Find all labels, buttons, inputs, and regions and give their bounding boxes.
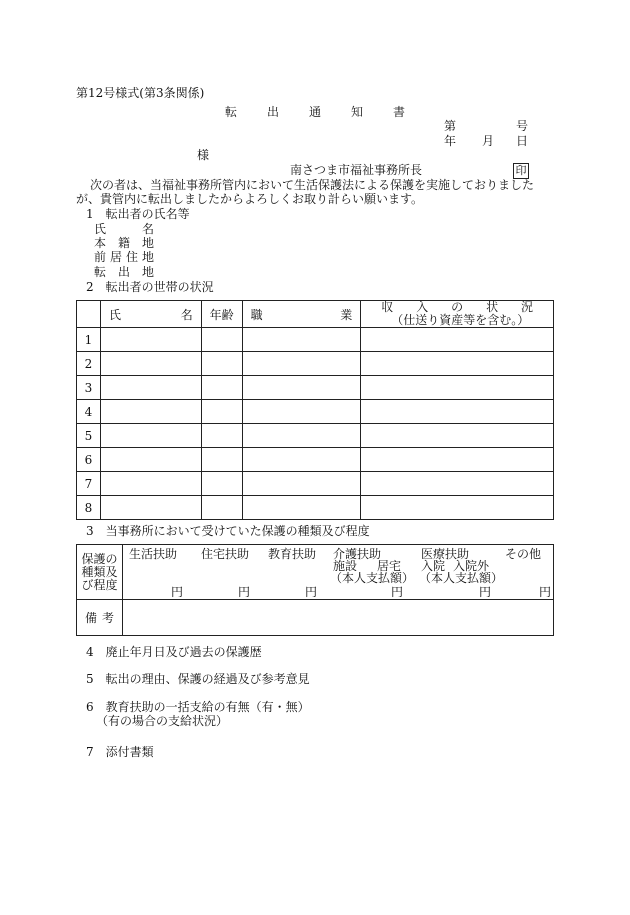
medical-label: 医療扶助 [420,547,469,561]
label-line: び程度 [81,577,118,592]
table-row [77,472,554,496]
job-cell[interactable] [242,400,361,424]
income-cell[interactable] [361,400,554,424]
name-cell[interactable] [100,376,201,400]
field-destination-label [94,265,154,279]
education-label: 教育扶助 [267,547,316,561]
date-month: 月 [482,134,495,148]
header-char: の [451,300,464,314]
income-cell[interactable] [361,448,554,472]
header-char: 収 [381,300,394,314]
yen-unit: 円 [237,585,250,599]
care-self-pay-label: （本人支払額） [329,571,414,585]
header-char: 氏 [108,307,121,322]
field-name-label [94,222,154,236]
row-number: 7 [77,472,101,496]
remarks-cell[interactable] [122,600,553,636]
label-char: 転 [94,265,107,279]
income-cell[interactable] [361,376,554,400]
income-cell[interactable] [361,424,554,448]
yen-unit: 円 [170,585,183,599]
date-day: 日 [516,134,529,148]
name-cell[interactable] [100,448,201,472]
section6-heading: 6 教育扶助の一括支給の有無（有・無） [86,700,310,714]
body-text-line2: が、貴管内に転出しましたからよろしくお取り計らい願います。 [76,192,424,206]
name-cell[interactable] [100,328,201,352]
household-table [76,300,554,520]
addressee-suffix: 様 [197,148,210,162]
header-char: 職 [250,307,263,322]
age-cell[interactable] [201,376,242,400]
section7-heading: 7 添付書類 [86,745,154,759]
col-header-name [100,301,201,328]
seal-box: 印 [513,163,529,179]
label-char: 名 [141,222,154,236]
job-cell[interactable] [242,472,361,496]
col-header-no [77,301,101,328]
yen-unit: 円 [478,585,491,599]
row-number: 6 [77,448,101,472]
table-row [77,376,554,400]
care-home-label: 居宅 [376,559,401,573]
care-label: 介護扶助 [332,547,381,561]
age-cell[interactable] [201,400,242,424]
yen-unit: 円 [538,585,551,599]
row-number: 2 [77,352,101,376]
housing-label: 住宅扶助 [200,547,249,561]
date-year: 年 [444,134,457,148]
label-char: 氏 [94,222,107,236]
yen-unit: 円 [304,585,317,599]
label-char: 地 [141,236,154,250]
field-previous-address-label [94,250,154,264]
name-cell[interactable] [100,424,201,448]
row-number: 8 [77,496,101,520]
assistance-types-cell [122,545,553,600]
table-row [77,496,554,520]
header-char: 状 [486,300,499,314]
name-cell[interactable] [100,352,201,376]
medical-in-label: 入院 [420,559,445,573]
row-number: 1 [77,328,101,352]
table-row [77,448,554,472]
job-cell[interactable] [242,352,361,376]
section6-subheading: （有の場合の支給状況） [96,714,229,728]
col-header-income [361,301,554,328]
field-domicile-label [94,236,154,250]
job-cell[interactable] [242,448,361,472]
label-char: 備 [85,611,98,625]
header-char: 入 [416,300,429,314]
assistance-table [76,544,554,636]
title-char: 出 [266,105,279,119]
job-cell[interactable] [242,376,361,400]
name-cell[interactable] [100,472,201,496]
care-facility-label: 施設 [332,559,357,573]
col-header-income-note: （仕送り資産等を含む。） [391,313,530,327]
header-char: 名 [180,307,193,322]
body-text-line1: 次の者は、当福祉事務所管内において生活保護法による保護を実施しておりました [90,178,535,192]
row-number: 5 [77,424,101,448]
label-char: 地 [141,250,154,264]
document-title [225,105,405,119]
title-char: 知 [350,105,363,119]
title-char: 転 [225,105,238,119]
row-number: 4 [77,400,101,424]
income-cell[interactable] [361,328,554,352]
age-cell[interactable] [201,424,242,448]
job-cell[interactable] [242,328,361,352]
table-row [77,400,554,424]
medical-out-label: 入院外 [452,559,489,573]
income-cell[interactable] [361,496,554,520]
age-cell[interactable] [201,328,242,352]
name-cell[interactable] [100,400,201,424]
age-cell[interactable] [201,448,242,472]
label-char: 本 [94,236,107,250]
assistance-row-label [77,545,123,600]
label-line: 種類及 [81,564,118,579]
section2-heading: 2 転出者の世帯の状況 [86,280,214,294]
income-cell[interactable] [361,352,554,376]
other-label: その他 [504,547,541,561]
remarks-label [77,600,123,636]
header-char: 業 [340,307,353,322]
livelihood-label: 生活扶助 [128,547,177,561]
label-char: 住 [125,250,138,264]
sender-name: 南さつま市福祉事務所長 [290,163,423,177]
age-cell[interactable] [201,352,242,376]
section5-heading: 5 転出の理由、保護の経過及び参考意見 [86,672,310,686]
label-char: 地 [141,265,154,279]
label-char: 籍 [117,236,130,250]
label-line: 保護の [81,551,118,566]
form-number: 第12号様式(第3条関係) [76,86,205,100]
title-char: 通 [308,105,321,119]
table-row [77,352,554,376]
job-cell[interactable] [242,424,361,448]
number-dai: 第 [444,119,457,133]
label-char: 考 [101,611,114,625]
table-row [77,424,554,448]
job-cell[interactable] [242,496,361,520]
name-cell[interactable] [100,496,201,520]
label-char: 前 [94,250,107,264]
label-char: 居 [109,250,122,264]
header-char: 況 [520,300,533,314]
section1-heading: 1 転出者の氏名等 [86,207,190,221]
number-go: 号 [516,119,529,133]
table-row [77,328,554,352]
income-cell[interactable] [361,472,554,496]
medical-self-pay-label: （本人支払額） [418,571,503,585]
row-number: 3 [77,376,101,400]
age-cell[interactable] [201,496,242,520]
section3-heading: 3 当事務所において受けていた保護の種類及び程度 [86,524,370,538]
section4-heading: 4 廃止年月日及び過去の保護歴 [86,645,262,659]
col-header-age: 年齢 [201,301,242,328]
label-char: 出 [117,265,130,279]
age-cell[interactable] [201,472,242,496]
title-char: 書 [392,105,405,119]
yen-unit: 円 [390,585,403,599]
col-header-job [242,301,361,328]
